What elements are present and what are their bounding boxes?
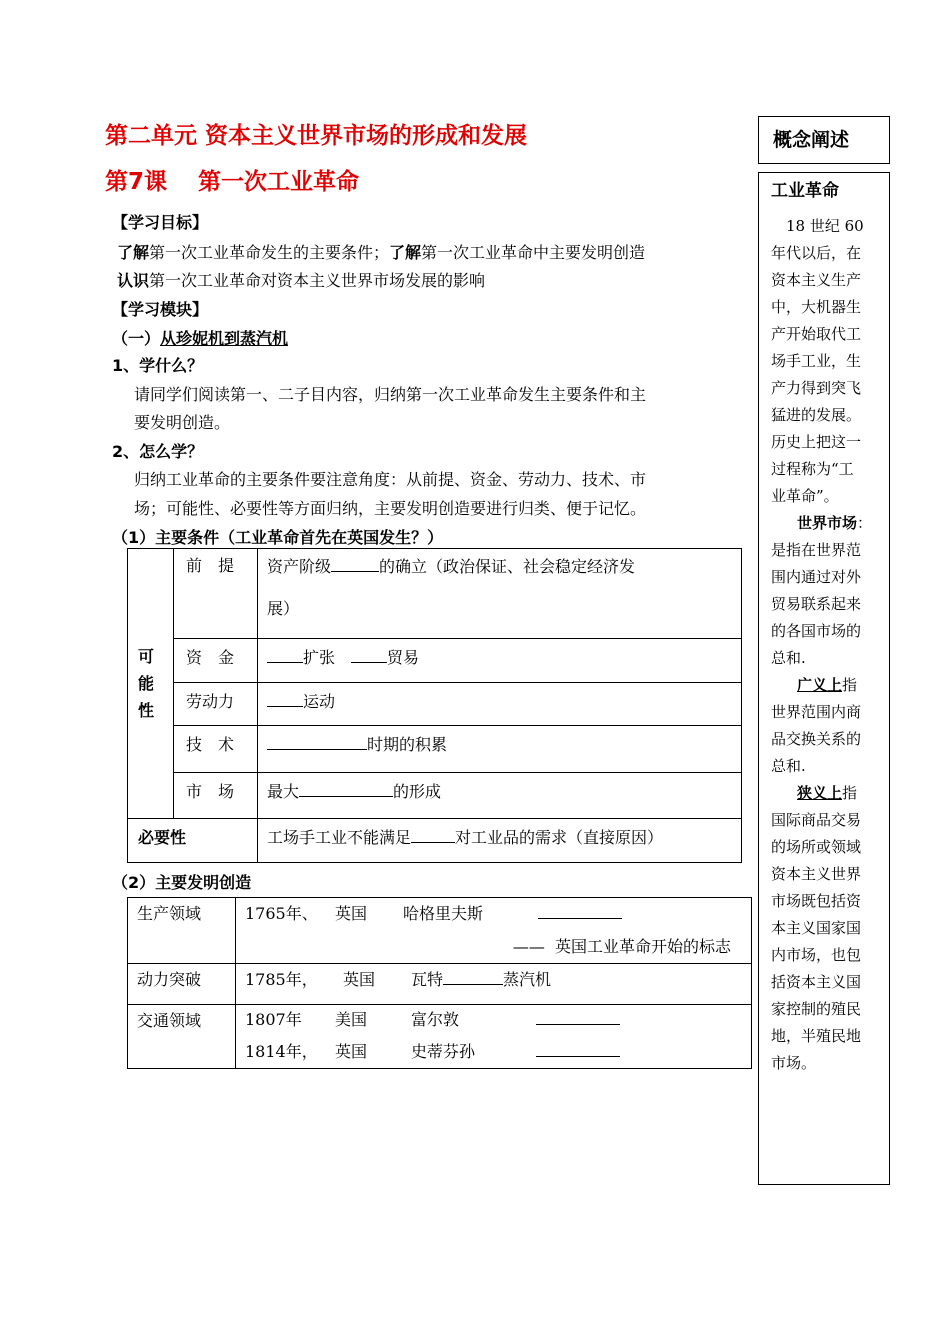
row-market-content [258,773,742,819]
premise-pre: 资产阶级 [267,557,332,576]
transport-country-1: 美国 [335,1010,368,1029]
p2-line: 总和. [771,649,806,667]
row-premise-label: 前 提 [174,549,258,639]
production-country: 英国 [335,904,368,923]
row-labor-label: 劳动力 [174,683,258,726]
obj1-keyword: 了解 [117,243,150,262]
p1-line: 产开始取代工 [771,325,862,343]
section1-prefix: （一） [112,329,161,348]
transport-blank-1 [536,1010,620,1025]
term-broad [771,672,877,699]
necessity-label: 必要性 [138,828,187,847]
p4-line: 资本主义世界 [771,865,862,883]
p1-line: 中，大机器生 [771,298,862,316]
production-blank [538,904,622,919]
p4-line: 的场所或领域 [771,838,862,856]
field-transport: 交通领域 [128,1005,236,1069]
sidebar-header: 概念阐述 [773,129,850,151]
transport-blank-2 [536,1042,620,1057]
p4-line: 国际商品交易 [771,811,862,829]
p4-line: 括资本主义国 [771,973,862,991]
module-heading: 【学习模块】 [112,300,209,319]
p1-line: 18 世纪 60 [771,217,864,235]
premise-blank [331,557,379,572]
premise-post: 的确立（政治保证、社会稳定经济发 [379,557,636,576]
p4-line: 内市场，也包 [771,946,862,964]
row-tech-label: 技 术 [174,726,258,773]
objectives-heading: 【学习目标】 [112,213,209,232]
necessity-cell [128,819,258,863]
p2-line: 的各国市场的 [771,622,862,640]
narrow-definition [771,807,877,1077]
p2-line: 围内通过对外 [771,568,862,586]
necessity-post: 对工业品的需求（直接原因） [455,828,664,847]
field-power: 动力突破 [128,964,236,1005]
section1-title [112,326,288,349]
obj1-text: 第一次工业革命发生的主要条件； [149,243,390,262]
row-tech-content [258,726,742,773]
broad-label: 广义上 [797,676,843,694]
p4-line: 地，半殖民地 [771,1027,862,1045]
p1-line: 资本主义生产 [771,271,862,289]
transport-year-1: 1807年 [245,1010,302,1029]
term2-suffix: ： [857,514,873,532]
p1-line: 历史上把这一 [771,433,862,451]
market-blank [299,782,393,797]
capital-blank-1 [267,648,303,663]
term2-definition [771,537,877,672]
transport-person-2: 史蒂芬孙 [411,1042,476,1061]
p1-line: 业革命”。 [771,487,839,505]
transport-country-2: 英国 [335,1042,368,1061]
p1-line: 年代以后，在 [771,244,862,262]
power-year: 1785年， [245,970,318,989]
q1-text-b: 要发明创造。 [134,413,231,432]
p2-line: 贸易联系起来 [771,595,862,613]
term-industrial-revolution: 工业革命 [771,181,839,201]
row-capital-label: 资 金 [174,639,258,683]
power-content [236,964,752,1005]
term1-definition [771,213,877,510]
power-country: 英国 [343,970,376,989]
capital-blank-2 [351,648,387,663]
p1-line: 产力得到突飞 [771,379,862,397]
market-pre: 最大 [267,782,300,801]
necessity-blank [411,828,455,843]
objective-1 [117,240,645,263]
sidebar-header-box [758,116,890,164]
p4-line: 市场。 [771,1054,817,1072]
power-item: 蒸汽机 [503,970,552,989]
production-content [236,898,752,964]
transport-content [236,1005,752,1069]
possibility-cell [128,549,174,819]
p1-line: 猛进的发展。 [771,406,862,424]
p3-line: 总和. [771,757,806,775]
lesson-title: 第7课 第一次工业革命 [105,169,360,195]
term-narrow [771,780,877,807]
conditions-heading: （1）主要条件（工业革命首先在英国发生？） [112,528,444,547]
capital-b: 贸易 [387,648,420,667]
broad-definition [771,699,877,780]
conditions-table [127,548,742,863]
row-capital-content [258,639,742,683]
inventions-table [127,897,752,1069]
term2-label: 世界市场 [797,514,858,532]
main-text [112,210,752,530]
row-market-label: 市 场 [174,773,258,819]
row-labor-content [258,683,742,726]
obj1-keyword2: 了解 [389,243,422,262]
tech-a: 时期的积累 [367,735,448,754]
power-person: 瓦特 [411,970,444,989]
capital-a: 扩张 [303,648,336,667]
narrow-suffix: 指 [842,784,858,802]
obj1-text2: 第一次工业革命中主要发明创造 [421,243,646,262]
p4-line: 市场既包括资 [771,892,862,910]
production-note: —— 英国工业革命开始的标志 [512,937,731,956]
p2-line: 是指在世界范 [771,541,862,559]
q2-text-a: 归纳工业革命的主要条件要注意角度：从前提、资金、劳动力、技术、市 [134,470,647,489]
p3-line: 品交换关系的 [771,730,862,748]
production-person: 哈格里夫斯 [403,904,484,923]
tech-blank [267,735,367,750]
q1-heading: 1、学什么？ [112,356,204,375]
row-premise-content [258,549,742,639]
premise-post2: 展） [267,599,300,618]
term-world-market [771,510,877,537]
labor-blank [267,692,303,707]
transport-person-1: 富尔敦 [411,1010,460,1029]
labor-a: 运动 [303,692,336,711]
necessity-pre: 工场手工业不能满足 [267,828,412,847]
possibility-label: 可能性 [138,647,155,720]
p1-line: 过程称为“工 [771,460,854,478]
section1-name: 从珍妮机到蒸汽机 [160,329,289,348]
p3-line: 世界范围内商 [771,703,862,721]
obj2-text: 第一次工业革命对资本主义世界市场发展的影响 [149,271,486,290]
sidebar-concept-box [758,172,890,1185]
transport-year-2: 1814年， [245,1042,318,1061]
production-year: 1765年、 [245,904,318,923]
p4-line: 本主义国家国 [771,919,862,937]
narrow-label: 狭义上 [797,784,843,802]
field-production: 生产领域 [128,898,236,964]
q2-heading: 2、怎么学？ [112,442,204,461]
p4-line: 家控制的殖民 [771,1000,862,1018]
q2-text-b: 场；可能性、必要性等方面归纳，主要发明创造要进行归类、便于记忆。 [134,499,647,518]
p1-line: 场手工业，生 [771,352,862,370]
market-a: 的形成 [393,782,442,801]
broad-suffix: 指 [842,676,858,694]
objective-2 [117,268,485,291]
obj2-keyword: 认识 [117,271,150,290]
unit-title: 第二单元 资本主义世界市场的形成和发展 [105,123,528,149]
q1-text-a: 请同学们阅读第一、二子目内容，归纳第一次工业革命发生主要条件和主 [134,385,647,404]
necessity-content [258,819,742,863]
power-blank [443,970,503,985]
inventions-heading: （2）主要发明创造 [112,873,252,892]
